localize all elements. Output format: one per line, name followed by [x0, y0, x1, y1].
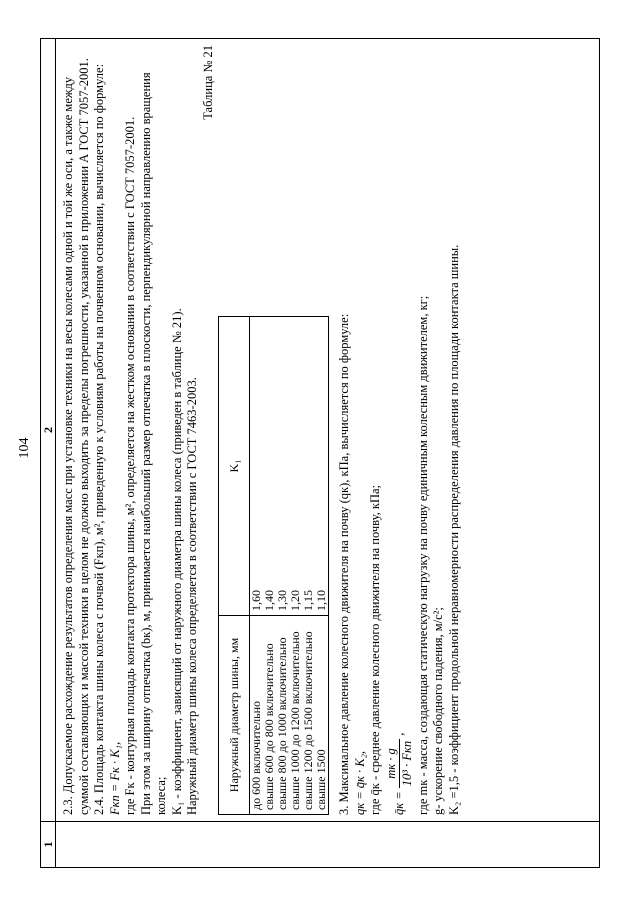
paragraph-g: g- ускорение свободного падения, м/с²;: [431, 607, 445, 815]
table-cell-diameter: свыше 600 до 800 включительно: [263, 616, 276, 815]
formula-mean-qk-lhs: q̄к =: [391, 791, 406, 815]
table-cell-k1: 1,10: [315, 317, 329, 616]
rotated-page-content: [40, 38, 600, 868]
column-header-1: 1: [41, 821, 56, 867]
column-2-content: [61, 45, 462, 815]
table-21: [218, 316, 329, 815]
paragraph-2-3: 2.3. Допускаемое расхождение результатов определения масс при установке техники на весы колесами одной и той же оси, а также между суммой составляющих и массой техники в целом не должно выходить за пределы погрешности, указанной в приложении А ГОСТ 7057-2001.: [61, 58, 91, 815]
table-21-header-diameter: Наружный диаметр шины, мм: [219, 616, 250, 815]
table-cell-k1: 1,30: [276, 317, 289, 616]
table-cell-k1: 1,40: [263, 317, 276, 616]
fraction-numerator: mк · g: [384, 739, 401, 788]
table-row: [302, 317, 315, 815]
table-21-caption: Таблица № 21: [200, 45, 215, 120]
paragraph-k1: K₁ - коэффициент, зависящий от наружного диаметра шины колеса (приведен в таблице № 21).: [169, 308, 184, 815]
fraction-denominator: 10³ · Fкп: [400, 740, 414, 787]
table-cell-k1: 1,15: [302, 317, 315, 616]
paragraph-mean-pressure: где q̄к - среднее давление колесного движителя на почву, кПа;: [368, 484, 382, 815]
table-cell-diameter: свыше 1500: [315, 616, 329, 815]
table-cell-k1: 1,20: [289, 317, 302, 616]
table-cell-k1: 1,60: [250, 317, 264, 616]
formula-mean-qk: [384, 45, 416, 815]
paragraph-bk: При этом за ширину отпечатка (bк), м, принимается наибольший размер отпечатка в плоскости, перпендикулярной направлению вращения колеса;: [138, 72, 168, 815]
formula-mean-qk-tail: ,: [391, 732, 406, 736]
table-cell-diameter: свыше 1000 до 1200 включительно: [289, 616, 302, 815]
table-cell-diameter: свыше 800 до 1000 включительно: [276, 616, 289, 815]
paragraph-mk: где mк - масса, создающая статическую нагрузку на почву единичным колесным движителем, кг;: [415, 295, 430, 815]
formula-fraction: [384, 739, 416, 788]
paragraph-diameter: Наружный диаметр шины колеса определяется в соответствии с ГОСТ 7463-2003.: [185, 377, 199, 815]
table-21-header-k1: K₁: [219, 317, 250, 616]
formula-qk: qк = q̄к · K₂,: [352, 750, 367, 815]
paragraph-3: 3. Максимальное давление колесного движителя на почву (qк), кПа, вычисляется по формуле:: [337, 313, 351, 815]
paragraph-2-4: 2.4. Площадь контакта шины колеса с почвой (Fкп), м², приведенную к условиям работы на почвенном основании, вычисляется по формуле:: [92, 63, 106, 815]
formula-fkp: Fкп = Fк · K₁,: [107, 741, 122, 815]
main-table-frame: [40, 38, 600, 868]
table-cell-diameter: до 600 включительно: [250, 616, 264, 815]
column-divider: [41, 821, 599, 822]
paragraph-fk: где Fк - контурная площадь контакта протектора шины, м², определяется на жестком основании в соответствии с ГОСТ 7057-2001.: [123, 116, 137, 815]
paragraph-k2: K₂ =1,5 - коэффициент продольной неравномерности распределения давления по площади контакта шины.: [446, 244, 461, 815]
table-row: [315, 317, 329, 815]
column-header-2: 2: [41, 39, 56, 821]
page-number: 104: [17, 437, 32, 459]
table-cell-diameter: свыше 1200 до 1500 включительно: [302, 616, 315, 815]
table-row: [250, 317, 264, 815]
